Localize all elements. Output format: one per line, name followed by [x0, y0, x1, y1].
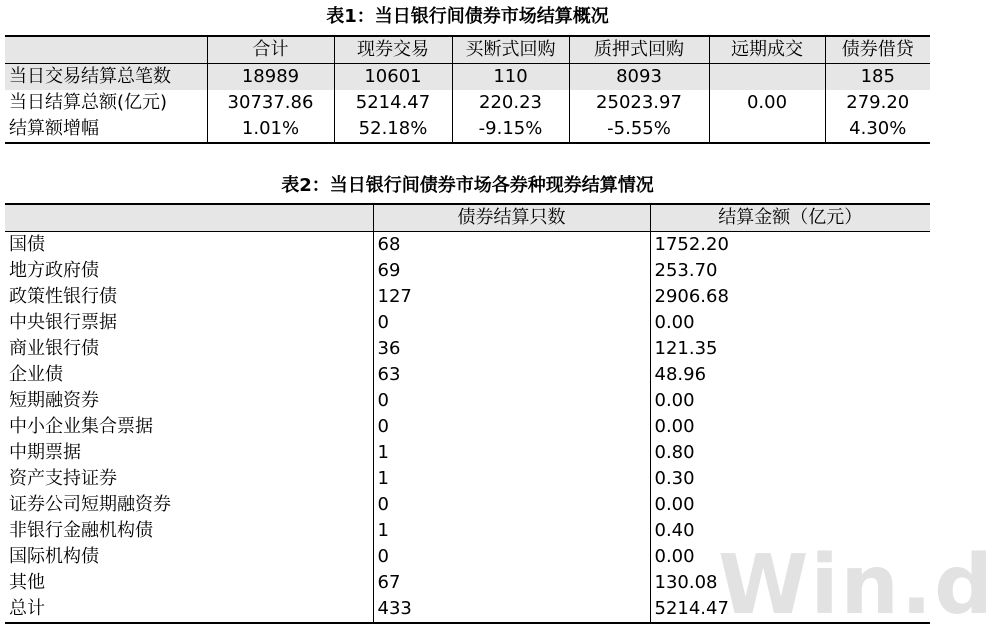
settled-count-cell: 68 [373, 232, 650, 259]
table1-cell: 1.01% [207, 116, 334, 143]
settled-amount-cell: 0.00 [650, 544, 930, 570]
table1-cell: 110 [452, 64, 569, 91]
settled-amount-cell: 0.00 [650, 414, 930, 440]
table2-row [5, 388, 930, 414]
bond-type-label: 资产支持证券 [9, 468, 117, 489]
bond-type-label: 其他 [9, 572, 45, 593]
table1-header-cell: 买断式回购 [452, 36, 569, 64]
bond-type-label: 国债 [9, 234, 45, 255]
settled-count-cell: 63 [373, 362, 650, 388]
bond-type-label: 证券公司短期融资券 [9, 494, 171, 515]
table2-header-cell: 结算金额（亿元） [650, 204, 930, 232]
bond-type-label: 政策性银行债 [9, 286, 117, 307]
settled-count-cell: 1 [373, 518, 650, 544]
bond-type-label: 国际机构债 [9, 546, 99, 567]
bond-type-label: 中小企业集合票据 [9, 416, 153, 437]
table1-header-cell: 质押式回购 [569, 36, 709, 64]
table1-row [5, 90, 930, 116]
settled-count-cell: 1 [373, 440, 650, 466]
bond-type-label: 非银行金融机构债 [9, 520, 153, 541]
table1-cell: -5.55% [569, 116, 709, 143]
table1-cell: 185 [825, 64, 930, 91]
bond-type-label: 总计 [5, 596, 373, 623]
bond-type-label: 商业银行债 [9, 338, 99, 359]
table1-cell: 8093 [569, 64, 709, 91]
settled-amount-cell: 2906.68 [650, 284, 930, 310]
table2-body [5, 232, 930, 624]
settled-amount-cell: 0.40 [650, 518, 930, 544]
settled-amount-cell: 253.70 [650, 258, 930, 284]
settled-count-cell: 0 [373, 388, 650, 414]
settled-amount-cell: 0.00 [650, 492, 930, 518]
settled-count-cell: 433 [373, 596, 650, 623]
wind-watermark: Win.d [718, 538, 995, 633]
table1-cell: 220.23 [452, 90, 569, 116]
table1-cell: 0.00 [709, 90, 825, 116]
table1-header-cell: 债券借贷 [825, 36, 930, 64]
table1-cell: 279.20 [825, 90, 930, 116]
table1-cell: 5214.47 [334, 90, 452, 116]
settled-count-cell: 0 [373, 414, 650, 440]
table2-row [5, 414, 930, 440]
table1-cell: 52.18% [334, 116, 452, 143]
table2-row [5, 258, 930, 284]
table1-cell [709, 116, 825, 143]
bond-type-label: 中央银行票据 [9, 312, 117, 333]
table2-row [5, 232, 930, 259]
table2-row [5, 596, 930, 623]
settled-count-cell: 127 [373, 284, 650, 310]
table1-title: 表1：当日银行间债券市场结算概况 [326, 6, 609, 27]
table1-cell [709, 64, 825, 91]
table2-row [5, 336, 930, 362]
bond-type-label: 企业债 [9, 364, 63, 385]
bond-type-label: 中期票据 [9, 442, 81, 463]
table2-row [5, 440, 930, 466]
table2-header-row [5, 204, 930, 232]
table1-row [5, 116, 930, 143]
table2-row [5, 544, 930, 570]
table1-header-cell [5, 36, 207, 64]
table2-row [5, 310, 930, 336]
bond-type-label: 短期融资券 [9, 390, 99, 411]
table1-header-cell: 合计 [207, 36, 334, 64]
table1-row-label: 结算额增幅 [5, 116, 207, 143]
table2-row [5, 518, 930, 544]
table1-header-cell: 远期成交 [709, 36, 825, 64]
settled-amount-cell: 130.08 [650, 570, 930, 596]
settled-count-cell: 69 [373, 258, 650, 284]
settled-count-cell: 0 [373, 310, 650, 336]
settled-count-cell: 0 [373, 544, 650, 570]
settled-amount-cell: 0.00 [650, 388, 930, 414]
table2-header-cell [5, 204, 373, 232]
settled-amount-cell: 0.80 [650, 440, 930, 466]
table2-header-cell: 债券结算只数 [373, 204, 650, 232]
table2-title: 表2：当日银行间债券市场各券种现券结算情况 [281, 175, 654, 196]
table2-row [5, 492, 930, 518]
table1-header-cell: 现券交易 [334, 36, 452, 64]
settled-amount-cell: 0.30 [650, 466, 930, 492]
table1-header-row [5, 36, 930, 64]
table1-row [5, 64, 930, 91]
table2-row [5, 362, 930, 388]
settled-amount-cell: 121.35 [650, 336, 930, 362]
table2-row [5, 284, 930, 310]
table1-row-label: 当日交易结算总笔数 [5, 64, 207, 91]
table1-cell: -9.15% [452, 116, 569, 143]
table1-cell: 30737.86 [207, 90, 334, 116]
table1-cell: 18989 [207, 64, 334, 91]
bond-type-settlement-table [5, 203, 930, 624]
settled-count-cell: 67 [373, 570, 650, 596]
settled-amount-cell: 48.96 [650, 362, 930, 388]
settled-count-cell: 36 [373, 336, 650, 362]
settled-amount-cell: 5214.47 [650, 596, 930, 623]
settled-amount-cell: 1752.20 [650, 232, 930, 259]
settled-count-cell: 1 [373, 466, 650, 492]
settlement-overview-table [5, 35, 930, 144]
table1-row-label: 当日结算总额(亿元) [9, 92, 168, 113]
table2-row [5, 570, 930, 596]
bond-type-label: 地方政府债 [9, 260, 99, 281]
table1-cell: 25023.97 [569, 90, 709, 116]
table1-cell: 4.30% [825, 116, 930, 143]
table2-row [5, 466, 930, 492]
settled-amount-cell: 0.00 [650, 310, 930, 336]
table1-cell: 10601 [334, 64, 452, 91]
settled-count-cell: 0 [373, 492, 650, 518]
